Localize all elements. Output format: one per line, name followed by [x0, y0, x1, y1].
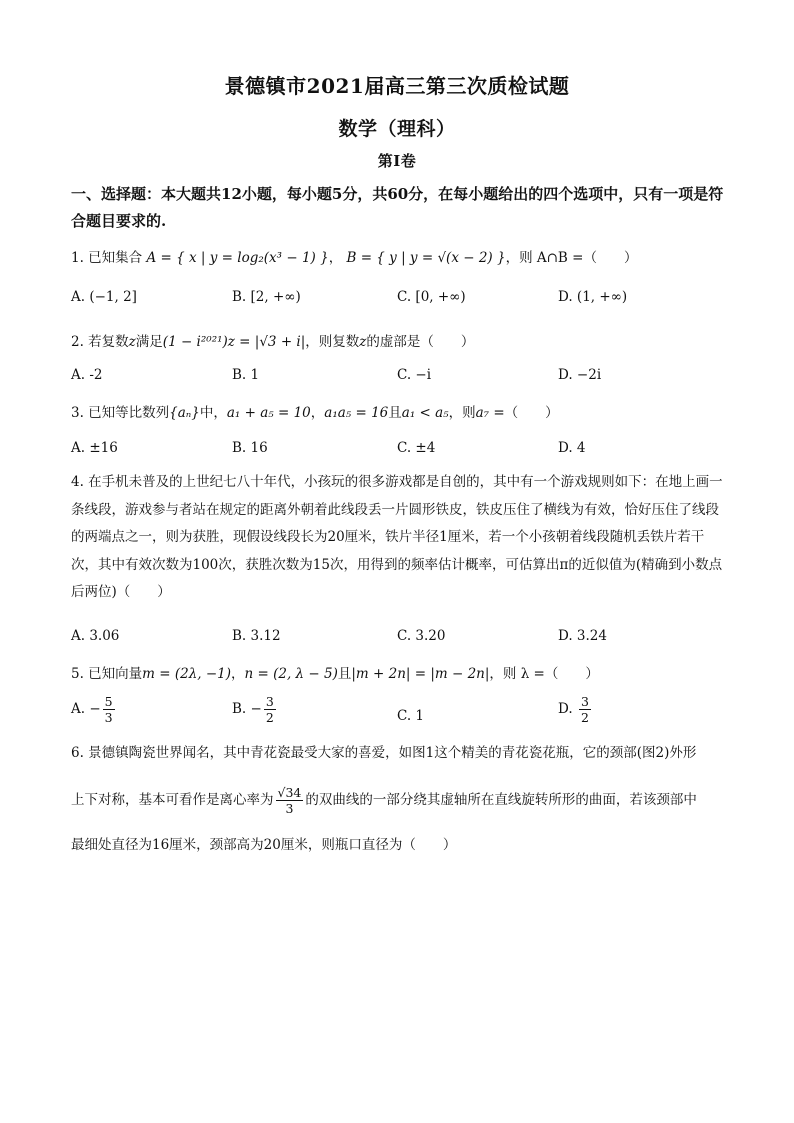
exam-title: 景德镇市2021届高三第三次质检试题 — [224, 74, 570, 98]
q3-expr2: a₁a₅ = 16 — [324, 405, 389, 421]
q4-options — [71, 628, 726, 652]
q3-option-c: C. ±4 — [397, 440, 436, 456]
q3-stem-prefix: 3. 已知等比数列 — [71, 405, 170, 421]
q5-option-b-num: 3 — [265, 694, 274, 709]
q5-option-d-label: D. — [558, 701, 573, 717]
q5-option-a-label: A. — [71, 701, 86, 717]
q5-and: 且 — [337, 666, 352, 682]
q2-expr: (1 − i²⁰²¹)z = |√3 + i| — [162, 334, 306, 350]
q3-expr4: a₇ — [475, 405, 490, 421]
q1-options — [71, 289, 726, 313]
q3-stem-mid: 中， — [199, 405, 227, 421]
q4-option-b: B. 3.12 — [232, 628, 281, 644]
section-heading: 一、选择题：本大题共12小题，每小题5分，共60分，在每小题给出的四个选项中，只有一项是符合题目要求的. — [71, 185, 724, 230]
q5-option-a-fraction — [103, 694, 115, 725]
q5-option-d — [558, 694, 593, 725]
q3-expr1: a₁ + a₅ = 10 — [226, 405, 311, 421]
question-1: 1. 已知集合 A = { x | y = log₂(x³ − 1) }， B = { y | y = √(x − 2) }，则 A∩B =（ ） — [71, 250, 638, 266]
q1-set-b: B = { y | y = √(x − 2) } — [346, 250, 506, 266]
q3-stem-suffix: =（ ） — [489, 405, 559, 421]
q5-n-vec: n = (2, λ − 5) — [244, 666, 338, 682]
q1-option-a: A. (−1, 2] — [71, 289, 137, 305]
q3-sep: ， — [310, 405, 325, 421]
q3-option-d: D. 4 — [558, 440, 586, 456]
q2-stem-prefix: 2. 若复数 — [71, 334, 129, 350]
q1-option-d: D. (1, +∞) — [558, 289, 628, 305]
q5-option-b-fraction — [264, 694, 276, 725]
q5-sep: ， — [231, 666, 245, 682]
question-6-line-2 — [71, 783, 726, 817]
q5-option-c: C. 1 — [397, 708, 425, 724]
q5-expr: |m + 2n| = |m − 2n| — [351, 666, 490, 682]
q3-option-b: B. 16 — [232, 440, 268, 456]
q5-option-d-den: 2 — [580, 710, 589, 725]
q6-ecc-num: √34 — [277, 785, 302, 800]
q3-and: 且 — [388, 405, 402, 421]
q3-options — [71, 440, 726, 464]
q2-stem-suffix: 的虚部是（ ） — [366, 334, 475, 350]
question-3 — [71, 400, 726, 427]
q2-options — [71, 367, 726, 391]
q5-option-b-sign: − — [250, 701, 262, 717]
q2-option-a: A. -2 — [71, 367, 103, 383]
q4-option-c: C. 3.20 — [397, 628, 446, 644]
q3-expr3: a₁ < a₅ — [401, 405, 449, 421]
question-4: 4. 在手机未普及的上世纪七八十年代，小孩玩的很多游戏都是自创的，其中有一个游戏规则如下：在地上画一条线段，游戏参与者站在规定的距离外朝着此线段丢一片圆形铁皮，铁皮压住了横线为有效，恰好压住了线段的两端点之一，则为获胜，现假设线段长为20厘米，铁片半径1厘米，若一个小孩朝着线段随机丢铁片若干次，其中有效次数为100次，获胜次数为15次，用得到的频率估计概率，可估算出π的近似值为(精确到小数点后两位)（ ） — [71, 474, 723, 600]
q5-option-a-sign: − — [89, 701, 101, 717]
q2-option-c: C. −i — [397, 367, 432, 383]
q2-z-2: z — [359, 334, 367, 350]
q2-stem-mid2: ，则复数 — [305, 334, 360, 350]
question-6-line-1: 6. 景德镇陶瓷世界闻名，其中青花瓷最受大家的喜爱，如图1这个精美的青花瓷花瓶，它的颈部(图2)外形 — [71, 745, 697, 761]
q5-option-a-den: 3 — [104, 710, 113, 725]
exam-subject: 数学（理科） — [338, 118, 456, 140]
q5-option-a — [71, 694, 117, 725]
q5-option-b-label: B. — [232, 701, 247, 717]
q5-option-d-fraction — [579, 694, 591, 725]
q2-option-b: B. 1 — [232, 367, 260, 383]
q5-option-b — [232, 694, 278, 725]
q1-set-a: A = { x | y = log₂(x³ − 1) } — [146, 250, 329, 266]
q6-ecc-den: 3 — [285, 801, 294, 816]
q6-eccentricity — [276, 785, 304, 816]
q5-option-b-den: 2 — [265, 710, 274, 725]
q2-stem-mid: 满足 — [135, 334, 163, 350]
question-2 — [71, 329, 726, 356]
q6-line2-pre: 上下对称，基本可看作是离心率为 — [71, 792, 274, 808]
q2-option-d: D. −2i — [558, 367, 602, 383]
q5-option-a-num: 5 — [104, 694, 113, 709]
q1-option-b: B. [2, +∞) — [232, 289, 301, 305]
q5-options — [71, 694, 726, 738]
q1-stem-prefix: 1. 已知集合 — [71, 250, 143, 266]
q1-option-c: C. [0, +∞) — [397, 289, 466, 305]
question-6-line-3: 最细处直径为16厘米，颈部高为20厘米，则瓶口直径为（ ） — [71, 837, 457, 853]
question-5 — [71, 661, 726, 688]
q5-stem-suffix: ，则 λ =（ ） — [489, 666, 599, 682]
q1-stem-suffix: ，则 A∩B =（ ） — [505, 250, 638, 266]
q3-ask: ，则 — [448, 405, 476, 421]
exam-volume: 第Ⅰ卷 — [377, 152, 417, 170]
q5-option-d-num: 3 — [580, 694, 589, 709]
q4-option-d: D. 3.24 — [558, 628, 607, 644]
q3-option-a: A. ±16 — [71, 440, 118, 456]
q6-line2-post: 的双曲线的一部分绕其虚轴所在直线旋转所形的曲面，若该颈部中 — [305, 792, 697, 808]
q2-z: z — [128, 334, 136, 350]
q4-option-a: A. 3.06 — [71, 628, 120, 644]
q5-stem-prefix: 5. 已知向量 — [71, 666, 143, 682]
q5-m-vec: m = (2λ, −1) — [142, 666, 232, 682]
q3-seq: {aₙ} — [169, 405, 200, 421]
